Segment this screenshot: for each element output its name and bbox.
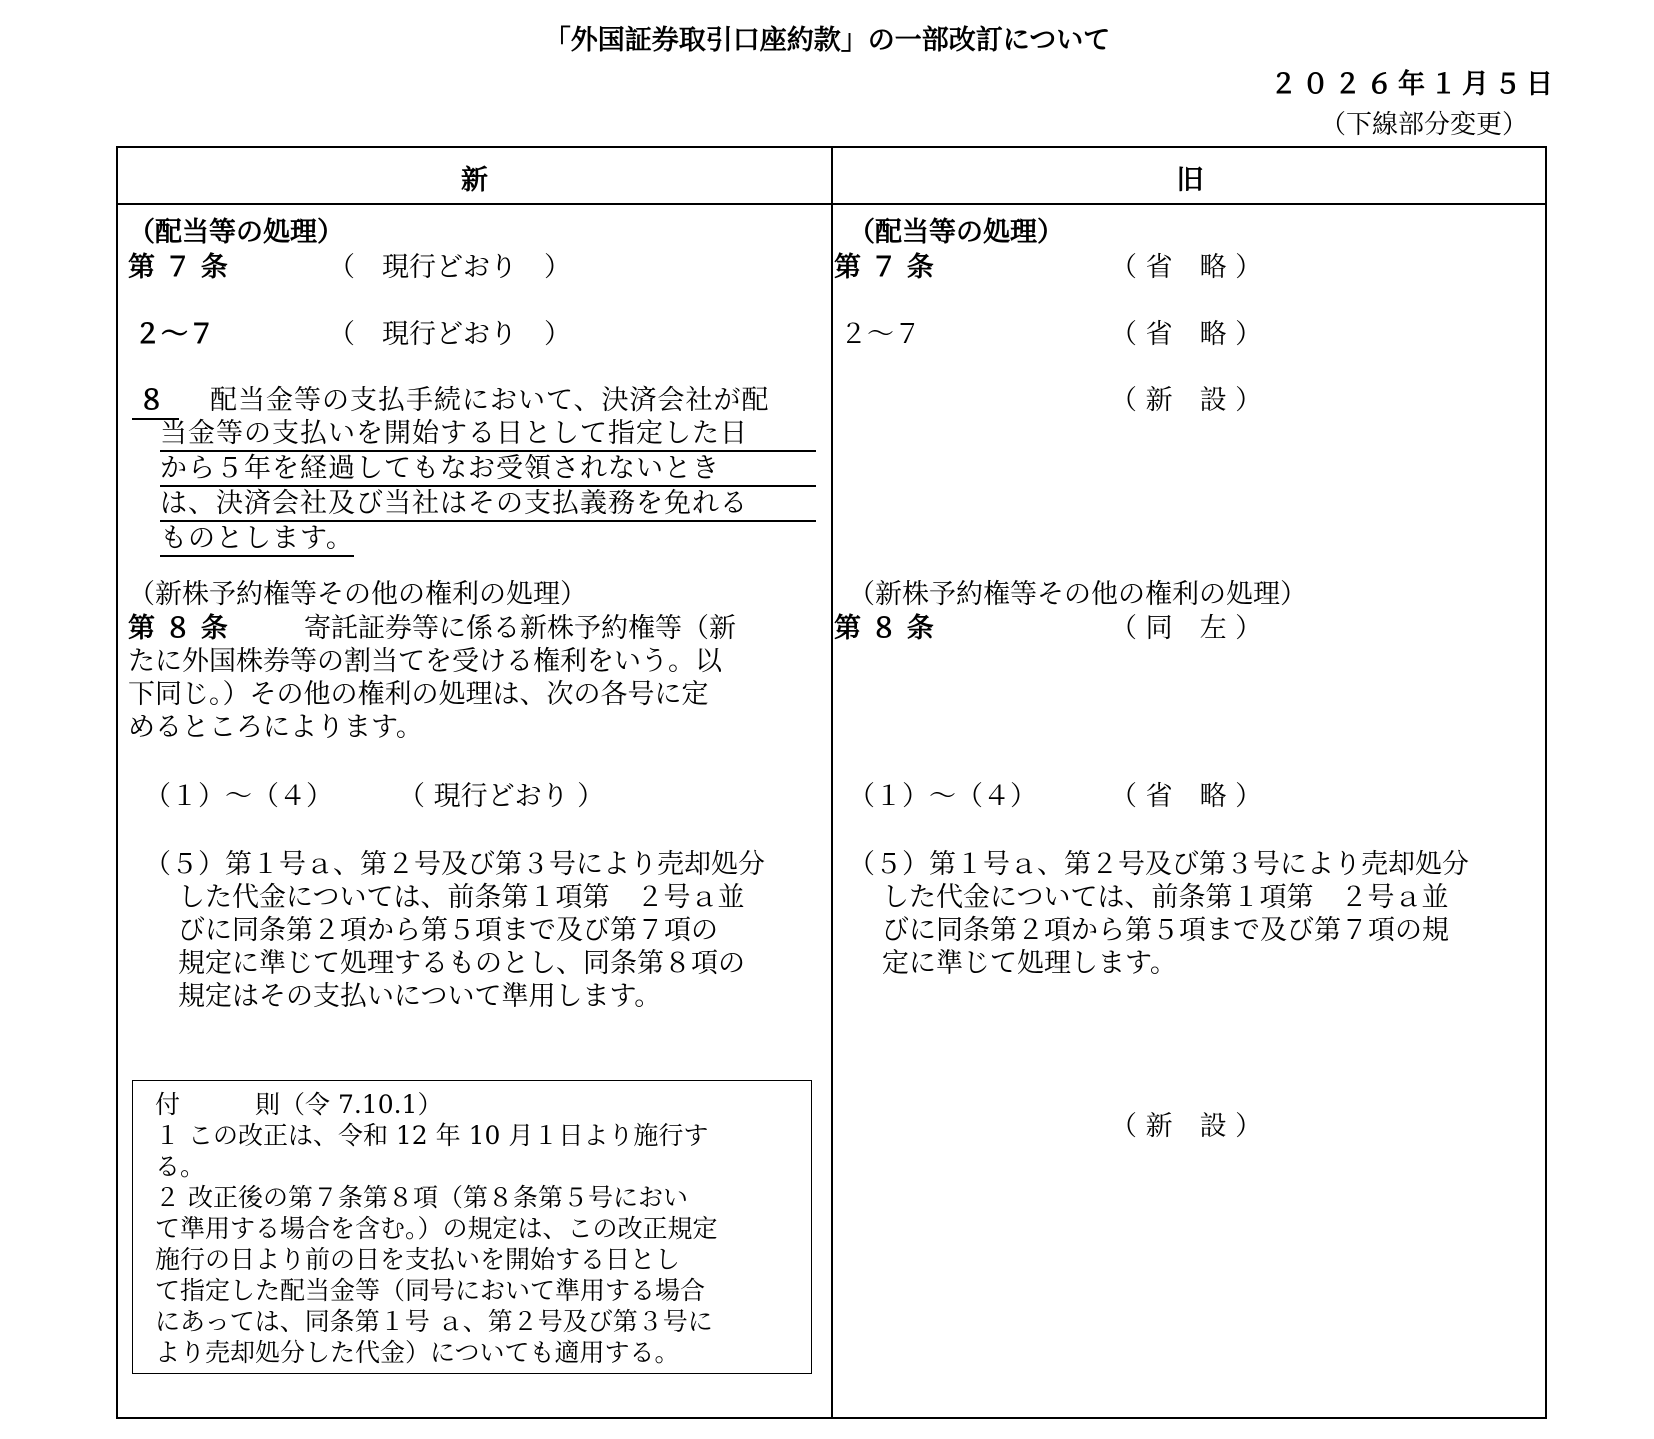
new-items1-4-label: （１）～（４） <box>144 781 333 812</box>
supplementary-provisions-box <box>132 1080 812 1374</box>
new-article7-label: 第 ７ 条 <box>128 252 228 283</box>
header-divider <box>118 203 1545 205</box>
old-heading-rights: （新株予約権等その他の権利の処理） <box>848 579 1307 610</box>
new-item8-text <box>160 384 816 557</box>
supp-line8: より売却処分した代金）についても適用する。 <box>155 1338 680 1367</box>
new-item5-line2: した代金については、前条第１項第 ２号ａ並 <box>178 882 745 913</box>
supp-line2: る。 <box>155 1152 206 1181</box>
old-article7-note: （ 省 略 ） <box>1110 252 1263 283</box>
old-items2-7-label: ２～７ <box>840 319 921 350</box>
supp-line7: にあっては、同条第１号 ａ、第２号及び第３号に <box>155 1307 713 1336</box>
old-article7-label: 第 ７ 条 <box>834 252 934 283</box>
document-title: 「外国証券取引口座約款」の一部改訂について <box>543 25 1111 56</box>
new-article8-label: 第 ８ 条 <box>128 613 228 644</box>
comparison-table <box>116 146 1547 1419</box>
supp-line1: １ この改正は、令和 12 年 10 月１日より施行す <box>155 1121 709 1150</box>
old-item5-line3: びに同条第２項から第５項まで及び第７項の規 <box>882 915 1449 946</box>
new-item8-line5: ものとします。 <box>160 522 354 557</box>
new-item8-line3: から５年を経過してもなお受領されないとき <box>160 452 816 487</box>
old-items1-4-note: （ 省 略 ） <box>1110 781 1263 812</box>
old-items1-4-label: （１）～（４） <box>848 781 1037 812</box>
old-article8-label: 第 ８ 条 <box>834 613 934 644</box>
new-item5-line4: 規定に準じて処理するものとし、同条第８項の <box>178 948 745 979</box>
new-items2-7-label: ２～７ <box>134 319 215 350</box>
new-item5-line5: 規定はその支払いについて準用します。 <box>178 981 662 1012</box>
new-items2-7-note: （ 現行どおり ） <box>328 319 571 350</box>
new-article8-line3: 下同じ。）その他の権利の処理は、次の各号に定 <box>128 679 709 710</box>
supp-line4: て準用する場合を含む。）の規定は、この改正規定 <box>155 1214 718 1243</box>
old-supp-note: （ 新 設 ） <box>1110 1111 1263 1142</box>
old-item5-line2: した代金については、前条第１項第 ２号ａ並 <box>882 882 1449 913</box>
new-item5-line3: びに同条第２項から第５項まで及び第７項の <box>178 915 718 946</box>
column-header-old: 旧 <box>1176 165 1204 196</box>
underline-note: （下線部分変更） <box>1319 110 1528 140</box>
old-item5-line1: （５）第１号ａ、第２号及び第３号により売却処分 <box>848 849 1469 880</box>
old-heading-dividends: （配当等の処理） <box>848 217 1064 248</box>
new-items1-4-note: （ 現行どおり ） <box>398 781 605 812</box>
new-item8-line4: は、決済会社及び当社はその支払義務を免れる <box>160 487 816 522</box>
new-item8-line2: 当金等の支払いを開始する日として指定した日 <box>160 417 816 452</box>
old-item8-note: （ 新 設 ） <box>1110 385 1263 416</box>
new-article8-line1: 寄託証券等に係る新株予約権等（新 <box>304 613 736 644</box>
new-article7-note: （ 現行どおり ） <box>328 252 571 283</box>
supp-title: 付 則（令 7.10.1） <box>155 1090 443 1119</box>
new-item8-label: ８ <box>132 384 179 420</box>
old-items2-7-note: （ 省 略 ） <box>1110 319 1263 350</box>
new-article8-line2: たに外国株券等の割当てを受ける権利をいう。以 <box>128 646 722 677</box>
supp-line3: ２ 改正後の第７条第８項（第８条第５号におい <box>155 1183 688 1212</box>
new-article8-line4: めるところによります。 <box>128 712 423 743</box>
new-heading-dividends: （配当等の処理） <box>128 217 344 248</box>
new-item8-line1: 配当金等の支払手続において、決済会社が配 <box>210 385 770 416</box>
old-article8-note: （ 同 左 ） <box>1110 613 1263 644</box>
new-heading-rights: （新株予約権等その他の権利の処理） <box>128 579 587 610</box>
new-item5-line1: （５）第１号ａ、第２号及び第３号により売却処分 <box>144 849 765 880</box>
column-header-new: 新 <box>461 165 488 196</box>
supp-line5: 施行の日より前の日を支払いを開始する日とし <box>155 1245 681 1274</box>
document-date: ２０２６年１月５日 <box>1270 69 1558 100</box>
old-item5-line4: 定に準じて処理します。 <box>882 948 1177 979</box>
supp-line6: て指定した配当金等（同号において準用する場合 <box>155 1276 706 1305</box>
column-divider <box>831 148 833 1417</box>
